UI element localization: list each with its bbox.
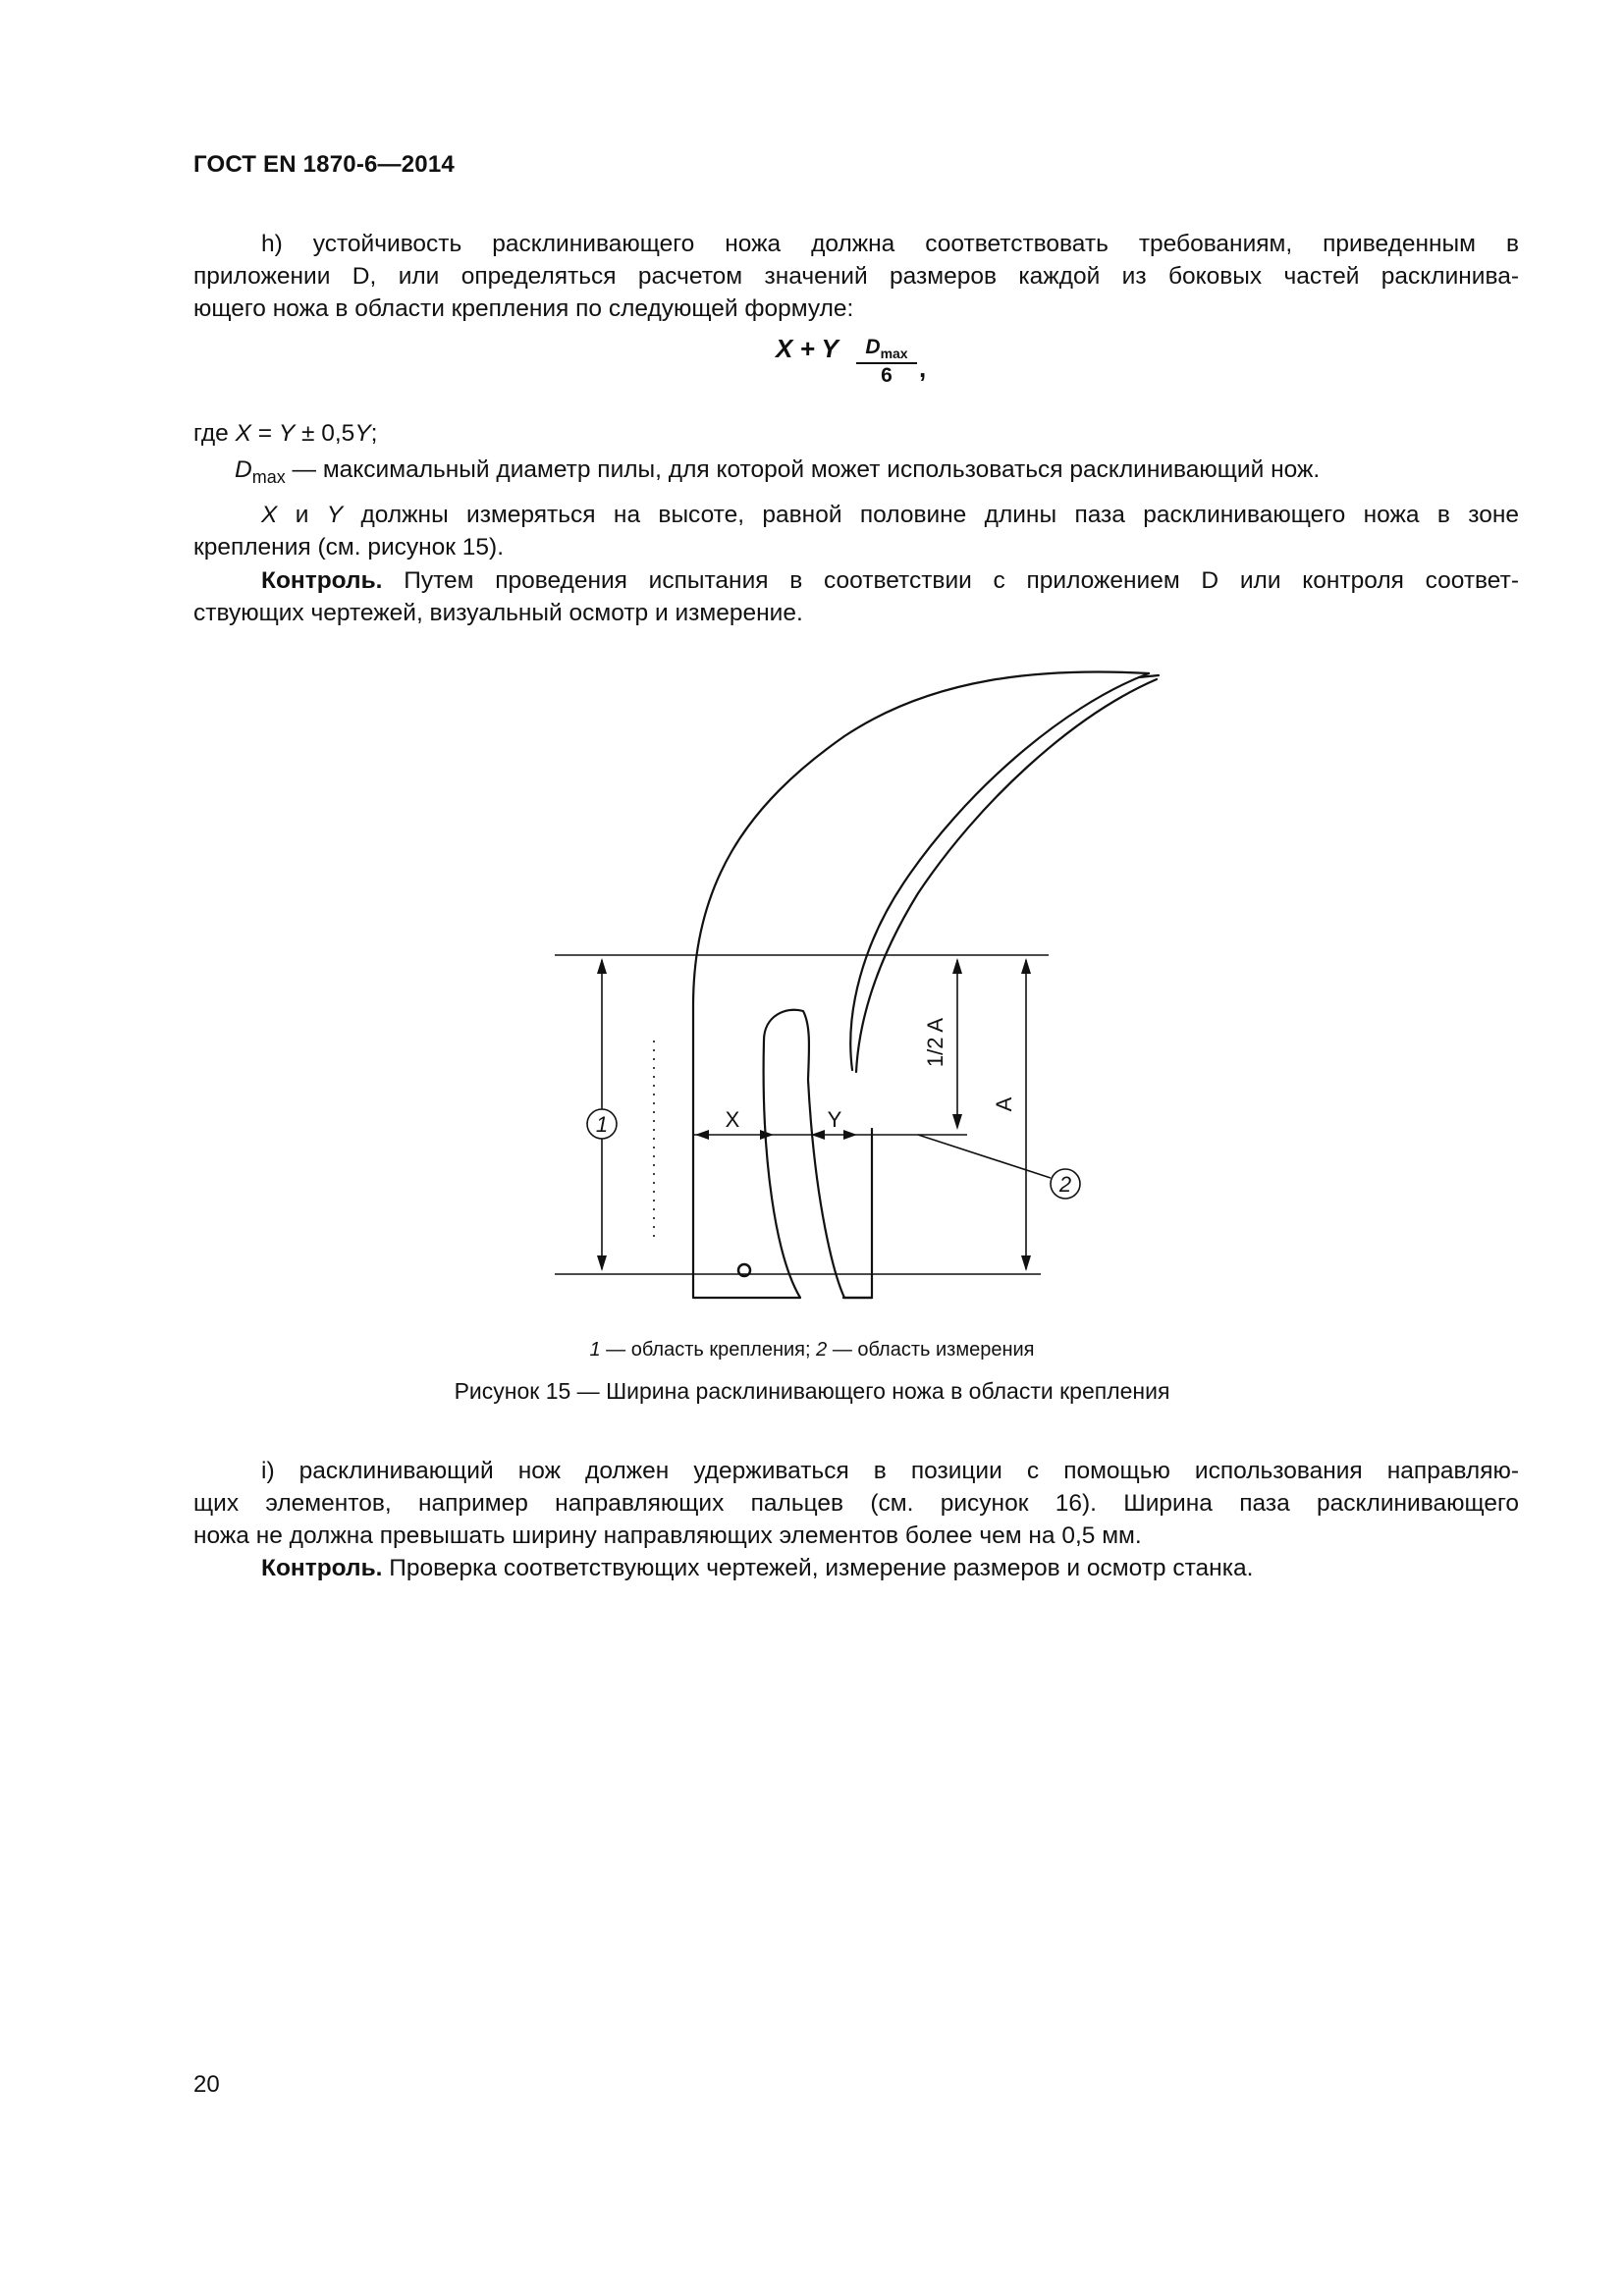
xy-para-line1: X и Y должны измеряться на высоте, равной половине длины паза расклинивающего ножа в зоне bbox=[261, 502, 1519, 528]
where-line: где X = Y ± 0,5Y; bbox=[193, 420, 378, 447]
para-i-line1: i) расклинивающий нож должен удерживаться в позиции с помощью использования направляю- bbox=[261, 1458, 1519, 1484]
formula-lhs: X + Y bbox=[776, 334, 839, 363]
xy-para-line2: крепления (см. рисунок 15). bbox=[193, 534, 505, 561]
control1-line1: Контроль. Путем проведения испытания в соответствии с приложением D или контроля соответ- bbox=[261, 567, 1519, 594]
control1-line2: ствующих чертежей, визуальный осмотр и измерение. bbox=[193, 600, 803, 626]
arrow-a-top bbox=[1021, 958, 1031, 974]
callout-2-leader bbox=[918, 1135, 1051, 1178]
arrow-y-right bbox=[843, 1130, 857, 1140]
arrow-x-left bbox=[695, 1130, 709, 1140]
arrow-half-a-bottom bbox=[952, 1114, 962, 1130]
arrow-1-top bbox=[597, 958, 607, 974]
arrow-half-a-top bbox=[952, 958, 962, 974]
knife-back-curve bbox=[693, 671, 1149, 1006]
dmax-line: $D_{max}$ — максимальный диаметр пилы, для которой может использоваться расклинивающий нож. bbox=[235, 456, 1321, 487]
callout-2-number: 2 bbox=[1058, 1172, 1072, 1197]
knife-front-curve-inner bbox=[856, 679, 1157, 1072]
para-i-line3: ножа не должна превышать ширину направляющих элементов более чем на 0,5 мм. bbox=[193, 1522, 1142, 1549]
knife-right-edge bbox=[843, 1129, 872, 1298]
document-header: ГОСТ EN 1870-6—2014 bbox=[193, 151, 455, 178]
formula-denominator: 6 bbox=[881, 364, 893, 388]
label-y: Y bbox=[827, 1107, 842, 1132]
para-i-line2: щих элементов, например направляющих пальцев (см. рисунок 16). Ширина паза расклинивающего bbox=[193, 1490, 1519, 1517]
knife-outer-edge bbox=[693, 1006, 872, 1298]
figure-key: 1 — область крепления; 2 — область измерения bbox=[589, 1339, 1035, 1361]
arrow-x-right bbox=[760, 1130, 774, 1140]
page-number: 20 bbox=[193, 2071, 220, 2098]
knife-front-curve-outer bbox=[850, 673, 1149, 1070]
label-a: A bbox=[992, 1096, 1016, 1112]
para-h-line1: h) устойчивость расклинивающего ножа должна соответствовать требованиям, приведенным в bbox=[261, 231, 1519, 257]
callout-1-number: 1 bbox=[595, 1112, 609, 1137]
control2-line: Контроль. Проверка соответствующих чертежей, измерение размеров и осмотр станка. bbox=[261, 1555, 1254, 1581]
para-h-line2: приложении D, или определяться расчетом значений размеров каждой из боковых частей расклинива- bbox=[193, 263, 1519, 290]
figure-caption: Рисунок 15 — Ширина расклинивающего ножа в области крепления bbox=[454, 1378, 1170, 1404]
arrow-a-bottom bbox=[1021, 1255, 1031, 1271]
formula-comma: , bbox=[919, 353, 927, 383]
formula-numerator: $D_{max}$ bbox=[856, 336, 917, 364]
label-half-a: 1/2 A bbox=[923, 1017, 947, 1068]
arrow-1-bottom bbox=[597, 1255, 607, 1271]
label-x: X bbox=[725, 1107, 740, 1132]
para-h-line3: ющего ножа в области крепления по следующей формуле: bbox=[193, 295, 854, 322]
